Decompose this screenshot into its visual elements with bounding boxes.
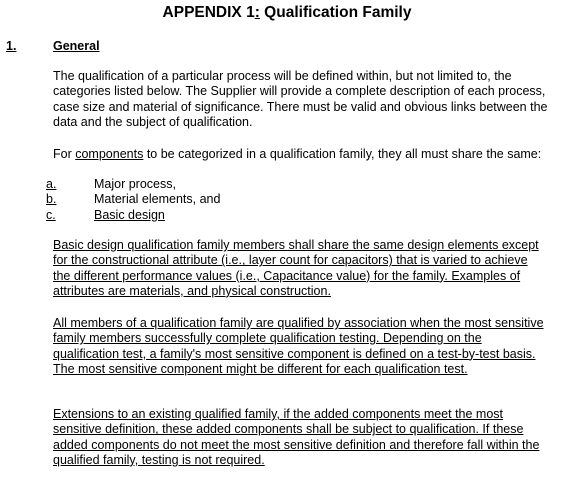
list-marker: a. [46, 177, 57, 191]
extensions-paragraph: Extensions to an existing qualified family, if the added components meet the most sensitive definition, these added components shall be subject to qualification. If these added components do not meet the most sensitive definition and therefore fall within the qualified family, testing is not required. [53, 407, 540, 467]
list-text: Major process, [94, 177, 176, 191]
family-members-paragraph: All members of a qualification family are qualified by association when the most sensitive family members successfully complete qualification testing. Depending on the qualification test, a family's most sensitive component is defined on a test-by-test basis. The most sensitive component might be different for each qualification test. [53, 316, 544, 376]
components-lead-paragraph [53, 147, 571, 162]
basic-design-paragraph: Basic design qualification family members shall share the same design elements except for the constructional attribute (i.e., layer count for capacitors) that is varied to achieve the different performance values (i.e., Capacitance value) for the family. Examples of attributes are materials, and physical construction. [53, 238, 539, 298]
list-text: Material elements, and [94, 192, 221, 207]
list-marker: b. [46, 192, 57, 207]
components-lead-after: to be categorized in a qualification family, they all must share the same: [143, 147, 542, 161]
list-text: Basic design [94, 207, 165, 222]
section-title: General [53, 39, 100, 53]
list-marker: c. [46, 207, 56, 222]
intro-paragraph: The qualification of a particular process will be defined within, but not limited to, the categories listed below. The Supplier will provide a complete description of each process, case size and material of significance. There must be valid and obvious links between the data and the subject of qualification. [53, 69, 548, 129]
components-lead-before: For [53, 147, 76, 161]
title-rest: Qualification Family [259, 4, 412, 21]
components-term: components [75, 147, 144, 161]
section-number: 1. [6, 39, 17, 53]
title-prefix: APPENDIX 1 [162, 4, 255, 21]
page-title [0, 4, 574, 22]
title-colon: : [254, 4, 260, 21]
